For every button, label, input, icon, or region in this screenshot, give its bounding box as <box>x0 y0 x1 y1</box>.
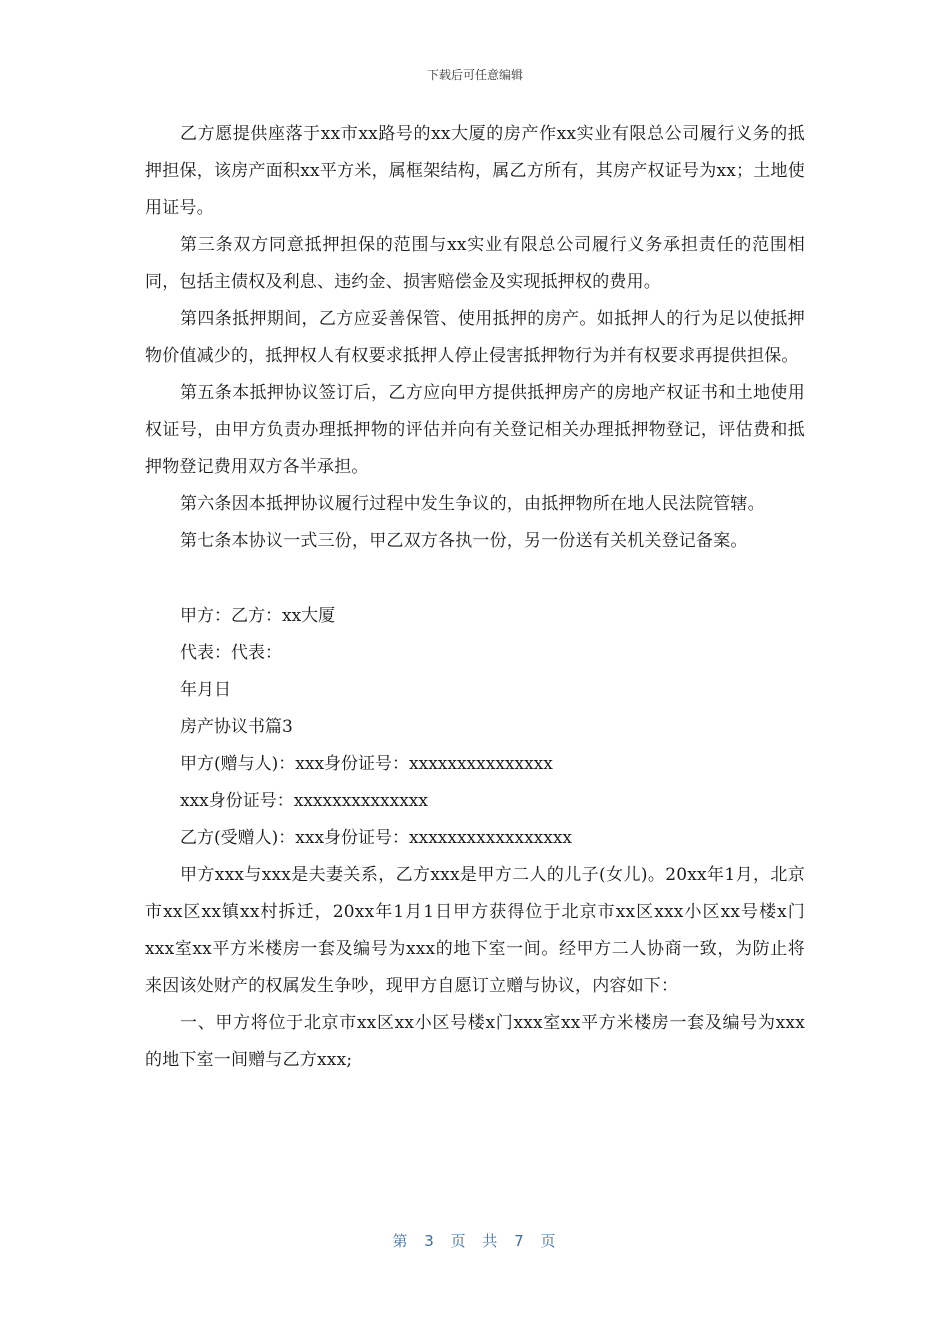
paragraph: 第四条抵押期间，乙方应妥善保管、使用抵押的房产。如抵押人的行为足以使抵押物价值减少的，抵押权人有权要求抵押人停止侵害抵押物行为并有权要求再提供担保。 <box>145 309 805 366</box>
paragraph: 第七条本协议一式三份，甲乙双方各执一份，另一份送有关机关登记备案。 <box>180 531 748 551</box>
document-body <box>145 116 805 1079</box>
date-line: 年月日 <box>180 680 231 700</box>
page-header: 下载后可任意编辑 <box>426 68 523 82</box>
signature-line: 代表：代表： <box>180 643 282 663</box>
spacer <box>145 560 805 598</box>
party-line: xxx身份证号：xxxxxxxxxxxxxx <box>180 791 428 811</box>
page-footer: 第 3 页 共 7 页 <box>392 1232 558 1250</box>
paragraph: 第六条因本抵押协议履行过程中发生争议的，由抵押物所在地人民法院管辖。 <box>180 494 765 514</box>
paragraph: 第五条本抵押协议签订后，乙方应向甲方提供抵押房产的房地产权证书和土地使用权证号，由甲方负责办理抵押物的评估并向有关登记相关办理抵押物登记，评估费和抵押物登记费用双方各半承担。 <box>145 383 805 477</box>
paragraph: 第三条双方同意抵押担保的范围与xx实业有限总公司履行义务承担责任的范围相同，包括主债权及利息、违约金、损害赔偿金及实现抵押权的费用。 <box>145 235 805 292</box>
signature-line: 甲方：乙方：xx大厦 <box>180 606 336 626</box>
paragraph: 甲方xxx与xxx是夫妻关系，乙方xxx是甲方二人的儿子(女儿)。20xx年1月，北京市xx区xx镇xx村拆迁，20xx年1月1日甲方获得位于北京市xx区xxx小区xx号楼x门xxx室xx平方米楼房一套及编号为xxx的地下室一间。经甲方二人协商一致，为防止将来因该处财产的权属发生争吵，现甲方自愿订立赠与协议，内容如下： <box>145 865 805 996</box>
paragraph: 一、甲方将位于北京市xx区xx小区号楼x门xxx室xx平方米楼房一套及编号为xxx的地下室一间赠与乙方xxx; <box>145 1013 805 1070</box>
party-line: 乙方(受赠人)：xxx身份证号：xxxxxxxxxxxxxxxxx <box>180 828 573 848</box>
party-line: 甲方(赠与人)：xxx身份证号：xxxxxxxxxxxxxxx <box>180 754 553 774</box>
section-title: 房产协议书篇3 <box>180 717 293 737</box>
paragraph: 乙方愿提供座落于xx市xx路号的xx大厦的房产作xx实业有限总公司履行义务的抵押担保，该房产面积xx平方米，属框架结构，属乙方所有，其房产权证号为xx；土地使用证号。 <box>145 124 805 218</box>
